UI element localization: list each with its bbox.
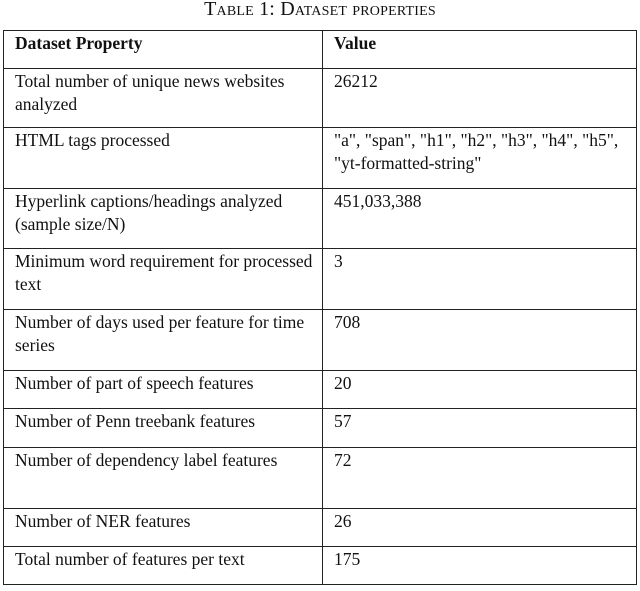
property-cell: Number of Penn treebank features (4, 409, 323, 448)
column-header-property: Dataset Property (4, 31, 323, 69)
property-cell: Minimum word requirement for processed text (4, 249, 323, 310)
property-cell: Number of NER features (4, 509, 323, 547)
property-cell: Number of part of speech features (4, 371, 323, 409)
table-caption: Table 1: Dataset properties (204, 0, 436, 20)
property-cell: HTML tags processed (4, 128, 323, 189)
table-row (4, 547, 637, 585)
table-row (4, 448, 637, 509)
table-row (4, 409, 637, 448)
table-header-row (4, 31, 637, 69)
value-cell: 26212 (323, 69, 637, 128)
value-cell: 20 (323, 371, 637, 409)
property-cell: Hyperlink captions/headings analyzed (sample size/N) (4, 189, 323, 249)
dataset-properties-table (3, 30, 637, 585)
table-row (4, 509, 637, 547)
table-row (4, 69, 637, 128)
table-row (4, 249, 637, 310)
value-cell: "a", "span", "h1", "h2", "h3", "h4", "h5", "yt-formatted-string" (323, 128, 637, 189)
property-cell: Number of days used per feature for time series (4, 310, 323, 371)
table-row (4, 189, 637, 249)
value-cell: 3 (323, 249, 637, 310)
value-cell: 57 (323, 409, 637, 448)
value-cell: 451,033,388 (323, 189, 637, 249)
value-cell: 72 (323, 448, 637, 509)
table-row (4, 371, 637, 409)
property-cell: Number of dependency label features (4, 448, 323, 509)
value-cell: 26 (323, 509, 637, 547)
table-row (4, 310, 637, 371)
value-cell: 708 (323, 310, 637, 371)
table-row (4, 128, 637, 189)
value-cell: 175 (323, 547, 637, 585)
property-cell: Total number of unique news websites analyzed (4, 69, 323, 128)
property-cell: Total number of features per text (4, 547, 323, 585)
column-header-value: Value (323, 31, 637, 69)
